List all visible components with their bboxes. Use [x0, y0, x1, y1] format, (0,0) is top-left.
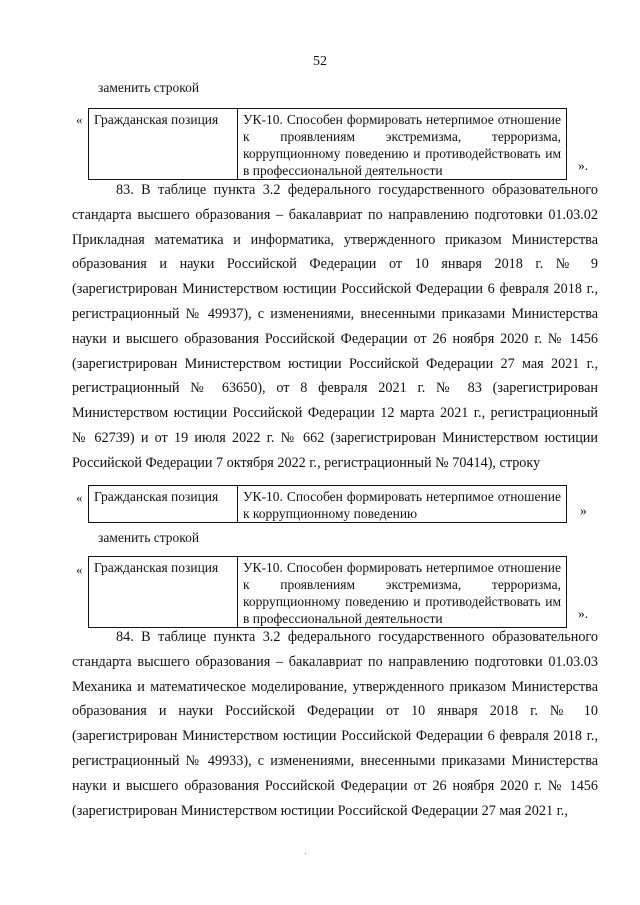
- quote-open: «: [76, 112, 83, 127]
- quote-close: ».: [578, 606, 589, 621]
- quote-close: ».: [578, 158, 589, 173]
- replace-with-label: заменить строкой: [98, 530, 200, 545]
- competency-table-new: [88, 108, 567, 180]
- paragraph-83: 83. В таблице пункта 3.2 федерального государственного образовательного стандарта высшего образования – бакалавриат по направлению подготовки 01.03.02 Прикладная математика и информатика, утвержденного приказом Министерства образования и науки Российской Федерации от 10 января 2018 г. № 9 (зарегистрирован Министерством юстиции Российской Федерации 6 февраля 2018 г., регистрационный № 49937), с изменениями, внесенными приказами Министерства науки и высшего образования Российской Федерации от 26 ноября 2020 г. № 1456 (зарегистрирован Министерством юстиции Российской Федерации 27 мая 2021 г., регистрационный № 63650), от 8 февраля 2021 г. № 83 (зарегистрирован Министерством юстиции Российской Федерации 12 марта 2021 г., регистрационный № 62739) и от 19 июля 2022 г. № 662 (зарегистрирован Министерством юстиции Российской Федерации 7 октября 2022 г., регистрационный № 70414), строку: [72, 182, 598, 471]
- page-number: 52: [313, 54, 327, 69]
- table-row: [89, 109, 567, 180]
- table-row: [89, 486, 567, 523]
- competency-table-old: [88, 485, 567, 523]
- replace-with-label: заменить строкой: [98, 80, 200, 95]
- quote-open: «: [76, 490, 83, 505]
- table-cell-category: Гражданская позиция: [89, 557, 238, 628]
- table-row: [89, 557, 567, 628]
- competency-table-new: [88, 556, 567, 628]
- scan-speck: [305, 853, 306, 854]
- table-cell-competency: УК-10. Способен формировать нетерпимое отношение к коррупционному поведению: [238, 486, 567, 523]
- table-cell-competency: УК-10. Способен формировать нетерпимое отношение к проявлениям экстремизма, терроризма, коррупционному поведению и противодействовать им в профессиональной деятельности: [238, 109, 567, 180]
- paragraph-84: 84. В таблице пункта 3.2 федерального государственного образовательного стандарта высшего образования – бакалавриат по направлению подготовки 01.03.03 Механика и математическое моделирование, утвержденного приказом Министерства образования и науки Российской Федерации от 10 января 2018 г. № 10 (зарегистрирован Министерством юстиции Российской Федерации 6 февраля 2018 г., регистрационный № 49933), с изменениями, внесенными приказами Министерства науки и высшего образования Российской Федерации от 26 ноября 2020 г. № 1456 (зарегистрирован Министерством юстиции Российской Федерации 27 мая 2021 г.,: [72, 629, 598, 819]
- table-cell-category: Гражданская позиция: [89, 486, 238, 523]
- quote-close: »: [580, 503, 587, 518]
- quote-open: «: [76, 562, 83, 577]
- table-cell-category: Гражданская позиция: [89, 109, 238, 180]
- table-cell-competency: УК-10. Способен формировать нетерпимое отношение к проявлениям экстремизма, терроризма, коррупционному поведению и противодействовать им в профессиональной деятельности: [238, 557, 567, 628]
